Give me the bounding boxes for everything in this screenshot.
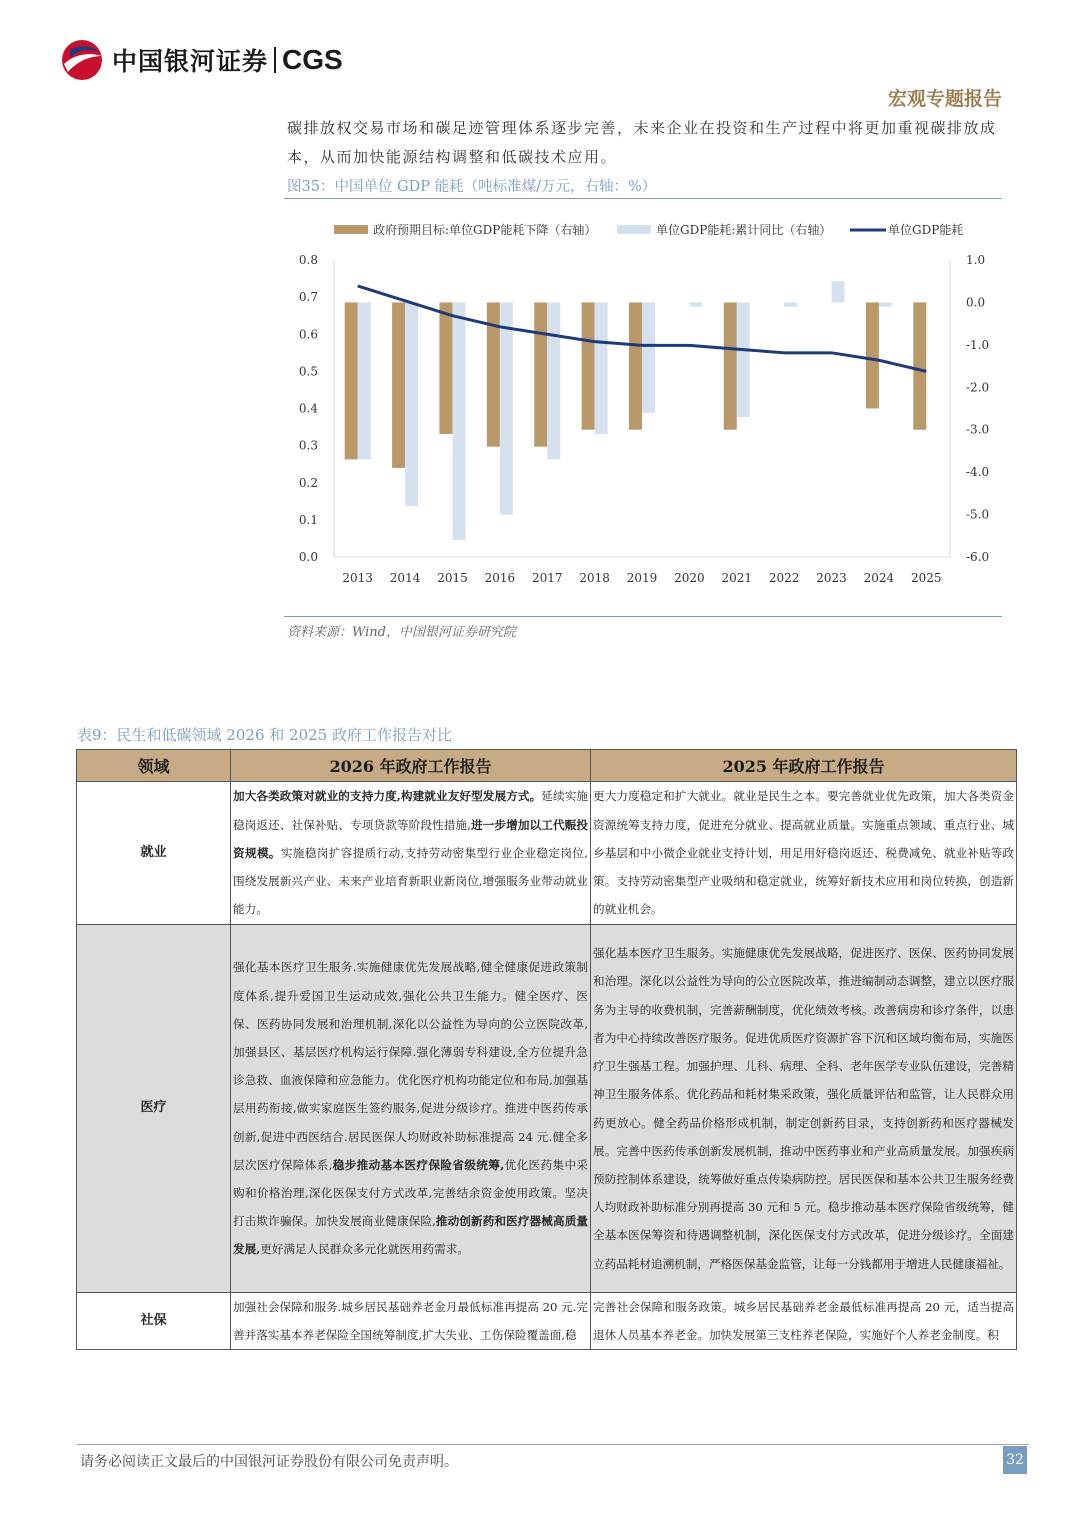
bar-target	[534, 302, 547, 446]
figure-top-rule	[284, 198, 1002, 199]
energy-intensity-chart	[284, 205, 1002, 605]
page-number: 32	[1003, 1446, 1027, 1474]
healthcare-2026: 强化基本医疗卫生服务.实施健康优先发展战略,健全健康促进政策制度体系,提升爱国卫生运动成效,强化公共卫生能力。健全医疗、医保、医药协同发展和治理机制,深化以公益性为导向的公立医院改革,加强县区、基层医疗机构运行保障.强化薄弱专科建设,全方位提升急诊急救、血液保障和应急能力。优化医疗机构功能定位和布局,加强基层用药衔接,做实家庭医生签约服务,促进分级诊疗。推进中医药传承创新,促进中西医结合.居民医保人均财政补助标准提高 24 元.健全多层次医疗保障体系,稳步推动基本医疗保险省级统筹,优化医药集中采购和价格治理,深化医保支付方式改革,完善结余资金使用政策。坚决打击欺诈骗保。加快发展商业健康保险,推动创新药和医疗器械高质量发展,更好满足人民群众多元化就医用药需求。	[231, 925, 591, 1293]
bar-yoy	[595, 302, 608, 434]
y-left-tick-label: 0.6	[298, 327, 318, 342]
table-header-row	[77, 750, 1017, 782]
y-right-tick-label: 0.0	[966, 295, 986, 310]
table-row	[77, 1293, 1017, 1350]
y-left-tick-label: 0.7	[298, 290, 318, 305]
x-tick-label: 2014	[389, 571, 421, 585]
bar-yoy	[452, 302, 465, 540]
y-right-tick-label: -5.0	[966, 507, 990, 522]
x-tick-label: 2020	[674, 571, 705, 585]
social-security-2026: 加强社会保障和服务.城乡居民基础养老金月最低标准再提高 20 元.完善并落实基本养老保险全国统筹制度,扩大失业、工伤保险覆盖面,稳	[231, 1293, 591, 1350]
bar-yoy	[642, 302, 655, 412]
chart-legend	[334, 222, 963, 237]
header-2025: 2025 年政府工作报告	[591, 750, 1017, 782]
bar-yoy	[500, 302, 513, 514]
logo-text-cn: 中国银河证券	[112, 47, 269, 76]
employment-2026: 加大各类政策对就业的支持力度,构建就业友好型发展方式。延续实施稳岗返还、社保补贴、专项贷款等阶段性措施,进一步增加以工代赈投资规模。实施稳岗扩容提质行动,支持劳动密集型行业企业稳定岗位,围绕发展新兴产业、未来产业培育新职业新岗位,增强服务业带动就业能力。	[231, 782, 591, 925]
bar-yoy	[547, 302, 560, 459]
x-tick-label: 2025	[911, 571, 942, 585]
body-paragraph: 碳排放权交易市场和碳足迹管理体系逐步完善，未来企业在投资和生产过程中将更加重视碳排放成本，从而加快能源结构调整和低碳技术应用。	[287, 119, 997, 166]
y-right-tick-label: -6.0	[966, 550, 990, 564]
y-left-tick-label: 0.8	[298, 253, 318, 267]
x-tick-label: 2019	[626, 571, 658, 585]
header-2026: 2026 年政府工作报告	[231, 750, 591, 782]
legend-label-target: 政府预期目标:单位GDP能耗下降（右轴）	[373, 223, 597, 237]
y-right-tick-label: -2.0	[966, 380, 990, 395]
x-tick-label: 2021	[721, 571, 753, 585]
x-tick-label: 2016	[484, 571, 516, 585]
logo-divider	[274, 47, 276, 73]
x-tick-label: 2013	[342, 571, 373, 585]
y-left-tick-label: 0.1	[298, 512, 318, 527]
report-type-label: 宏观专题报告	[887, 88, 1002, 110]
table-row	[77, 782, 1017, 925]
bar-yoy	[879, 302, 892, 306]
logo-text-en: CGS	[282, 44, 343, 75]
figure-source: 资料来源：Wind，中国银河证券研究院	[287, 625, 516, 640]
y-left-tick-label: 0.2	[298, 475, 318, 490]
y-left-tick-label: 0.4	[298, 401, 318, 416]
bar-target	[866, 302, 879, 408]
bar-target	[392, 302, 405, 467]
x-tick-label: 2024	[863, 571, 895, 585]
legend-swatch-target	[334, 225, 368, 234]
table-row	[77, 925, 1017, 1293]
bar-target	[724, 302, 737, 429]
bar-target	[439, 302, 452, 434]
x-tick-label: 2018	[579, 571, 610, 585]
table-title: 表9：民生和低碳领域 2026 和 2025 政府工作报告对比	[77, 726, 452, 744]
x-tick-label: 2015	[437, 571, 468, 585]
figure-bottom-rule	[284, 616, 1002, 617]
bar-target	[345, 302, 358, 459]
legend-label-yoy: 单位GDP能耗:累计同比（右轴）	[656, 223, 832, 237]
comparison-table	[76, 749, 1017, 1350]
legend-label-line: 单位GDP能耗	[888, 223, 964, 237]
bar-target	[582, 302, 595, 429]
bar-yoy	[358, 302, 371, 459]
y-left-tick-label: 0.0	[298, 550, 318, 564]
legend-swatch-yoy	[617, 225, 651, 234]
row-category-employment: 就业	[77, 782, 231, 925]
employment-2025: 更大力度稳定和扩大就业。就业是民生之本。要完善就业优先政策，加大各类资金资源统筹支持力度，促进充分就业、提高就业质量。实施重点领域、重点行业、城乡基层和中小微企业就业支持计划，用足用好稳岗返还、税费减免、就业补贴等政策。支持劳动密集型产业吸纳和稳定就业，统筹好新技术应用和岗位转换，创造新的就业机会。	[591, 782, 1017, 925]
x-tick-label: 2023	[816, 571, 847, 585]
row-category-healthcare: 医疗	[77, 925, 231, 1293]
footer-disclaimer: 请务必阅读正文最后的中国银河证券股份有限公司免责声明。	[80, 1454, 458, 1470]
bar-target	[629, 302, 642, 429]
galaxy-logo-icon	[60, 38, 104, 82]
y-right-tick-label: -3.0	[966, 422, 990, 437]
row-category-social-security: 社保	[77, 1293, 231, 1350]
bar-yoy	[784, 302, 797, 306]
bar-target	[913, 302, 926, 429]
y-left-tick-label: 0.3	[298, 438, 318, 453]
y-left-tick-label: 0.5	[298, 364, 318, 379]
y-right-tick-label: 1.0	[966, 253, 986, 267]
y-right-tick-label: -1.0	[966, 337, 990, 352]
chart-plot-area	[299, 253, 989, 585]
bar-yoy	[689, 302, 702, 306]
company-logo	[60, 38, 343, 82]
bar-yoy	[832, 281, 845, 302]
footer-rule	[77, 1444, 1029, 1445]
x-tick-label: 2022	[768, 571, 800, 585]
header-domain: 领域	[77, 750, 231, 782]
x-tick-label: 2017	[531, 571, 563, 585]
bar-yoy	[405, 302, 418, 506]
healthcare-2025: 强化基本医疗卫生服务。实施健康优先发展战略，促进医疗、医保、医药协同发展和治理。深化以公益性为导向的公立医院改革，推进编制动态调整，建立以医疗服务为主导的收费机制，完善薪酬制度，优化绩效考核。改善病房和诊疗条件，以患者为中心持续改善医疗服务。促进优质医疗资源扩容下沉和区域均衡布局，实施医疗卫生强基工程。加强护理、儿科、病理、全科、老年医学专业队伍建设，完善精神卫生服务体系。优化药品和耗材集采政策，强化质量评估和监管，让人民群众用药更放心。健全药品价格形成机制，制定创新药目录，支持创新药和医疗器械发展。完善中医药传承创新发展机制，推动中医药事业和产业高质量发展。加强疾病预防控制体系建设，统筹做好重点传染病防控。居民医保和基本公共卫生服务经费人均财政补助标准分别再提高 30 元和 5 元。稳步推动基本医疗保险省级统筹，健全基本医保筹资和待遇调整机制，深化医保支付方式改革，促进分级诊疗。全面建立药品耗材追溯机制，严格医保基金监管，让每一分钱都用于增进人民健康福祉。	[591, 925, 1017, 1293]
figure-title: 图35：中国单位 GDP 能耗（吨标准煤/万元，右轴：%）	[287, 179, 657, 195]
y-right-tick-label: -4.0	[966, 465, 990, 480]
bar-yoy	[737, 302, 750, 417]
social-security-2025: 完善社会保障和服务政策。城乡居民基础养老金最低标准再提高 20 元，适当提高退休人员基本养老金。加快发展第三支柱养老保险，实施好个人养老金制度。积	[591, 1293, 1017, 1350]
